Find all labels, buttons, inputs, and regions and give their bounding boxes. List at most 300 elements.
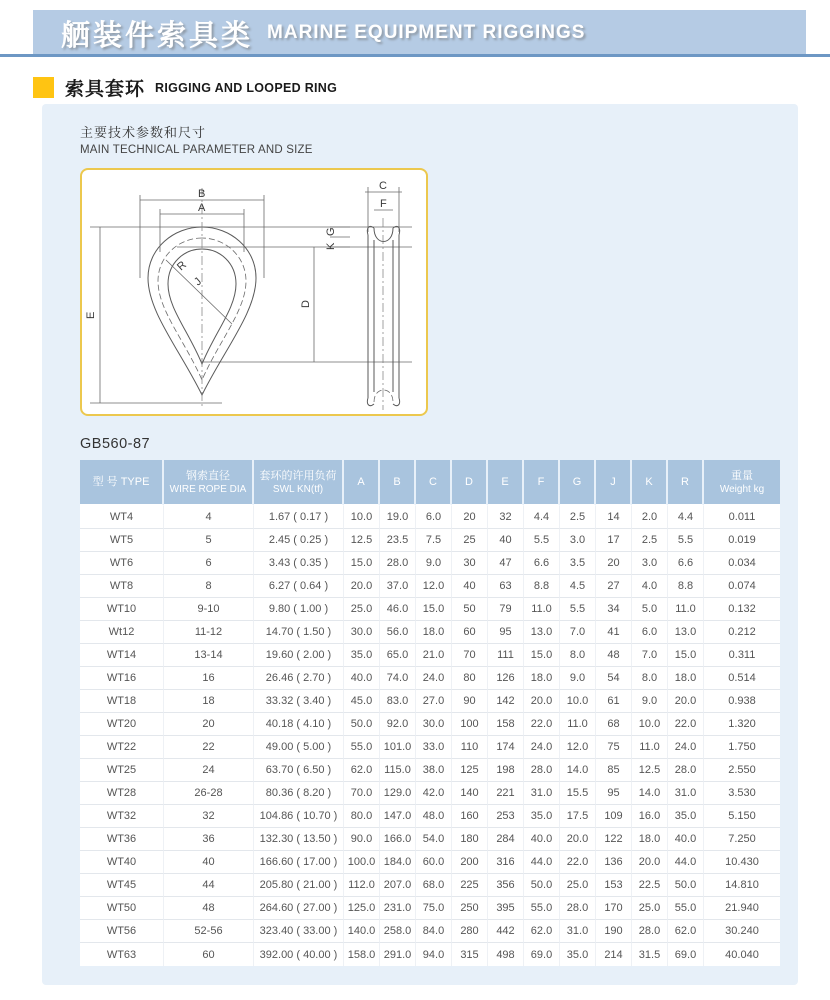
- table-cell: WT50: [80, 897, 164, 920]
- table-cell: 18.0: [416, 621, 452, 644]
- table-cell: 6.0: [632, 621, 668, 644]
- column-header: C: [416, 460, 452, 506]
- table-cell: 21.940: [704, 897, 780, 920]
- table-cell: 6.27 ( 0.64 ): [254, 575, 344, 598]
- table-cell: WT10: [80, 598, 164, 621]
- table-cell: 80.36 ( 8.20 ): [254, 782, 344, 805]
- table-cell: 18.0: [632, 828, 668, 851]
- table-cell: 100.0: [344, 851, 380, 874]
- table-cell: 54: [596, 667, 632, 690]
- table-cell: 28.0: [380, 552, 416, 575]
- table-cell: 0.938: [704, 690, 780, 713]
- table-cell: 42.0: [416, 782, 452, 805]
- table-row: [80, 782, 780, 805]
- table-cell: 40.0: [524, 828, 560, 851]
- column-header: B: [380, 460, 416, 506]
- table-cell: 280: [452, 920, 488, 943]
- table-cell: 0.311: [704, 644, 780, 667]
- table-cell: 56.0: [380, 621, 416, 644]
- table-cell: 11.0: [560, 713, 596, 736]
- table-cell: 20: [596, 552, 632, 575]
- table-cell: 85: [596, 759, 632, 782]
- table-cell: 14.0: [632, 782, 668, 805]
- table-cell: 20.0: [560, 828, 596, 851]
- table-cell: 18.0: [524, 667, 560, 690]
- table-cell: 3.43 ( 0.35 ): [254, 552, 344, 575]
- column-header: K: [632, 460, 668, 506]
- table-cell: 112.0: [344, 874, 380, 897]
- table-cell: 55.0: [524, 897, 560, 920]
- column-header: A: [344, 460, 380, 506]
- table-cell: 54.0: [416, 828, 452, 851]
- table-cell: 34: [596, 598, 632, 621]
- table-cell: 395: [488, 897, 524, 920]
- table-cell: 46.0: [380, 598, 416, 621]
- table-cell: 55.0: [668, 897, 704, 920]
- table-cell: 253: [488, 805, 524, 828]
- table-cell: 14: [596, 506, 632, 529]
- table-cell: 24.0: [524, 736, 560, 759]
- table-cell: 44.0: [524, 851, 560, 874]
- table-cell: 291.0: [380, 943, 416, 966]
- table-cell: WT36: [80, 828, 164, 851]
- table-cell: 5: [164, 529, 254, 552]
- table-cell: 2.5: [560, 506, 596, 529]
- table-cell: 20: [164, 713, 254, 736]
- table-cell: 62.0: [668, 920, 704, 943]
- spec-table: [80, 460, 780, 966]
- table-cell: 160: [452, 805, 488, 828]
- table-cell: 104.86 ( 10.70 ): [254, 805, 344, 828]
- table-cell: 5.5: [524, 529, 560, 552]
- table-cell: 6.6: [524, 552, 560, 575]
- table-row: [80, 575, 780, 598]
- table-cell: 10.0: [344, 506, 380, 529]
- table-cell: WT56: [80, 920, 164, 943]
- table-cell: 90.0: [344, 828, 380, 851]
- table-cell: 13-14: [164, 644, 254, 667]
- table-cell: 40.040: [704, 943, 780, 966]
- table-cell: WT45: [80, 874, 164, 897]
- table-row: [80, 644, 780, 667]
- column-header: 套环的许用负荷 SWL KN(tf): [254, 460, 344, 506]
- table-cell: 115.0: [380, 759, 416, 782]
- table-cell: 41: [596, 621, 632, 644]
- table-cell: 48.0: [416, 805, 452, 828]
- table-cell: 9.0: [416, 552, 452, 575]
- table-cell: 184.0: [380, 851, 416, 874]
- table-cell: 4.5: [560, 575, 596, 598]
- column-header: 钢索直径 WIRE ROPE DIA: [164, 460, 254, 506]
- table-cell: 0.034: [704, 552, 780, 575]
- table-cell: 0.212: [704, 621, 780, 644]
- table-row: [80, 621, 780, 644]
- table-cell: WT16: [80, 667, 164, 690]
- table-cell: 392.00 ( 40.00 ): [254, 943, 344, 966]
- table-cell: 147.0: [380, 805, 416, 828]
- table-cell: 15.0: [416, 598, 452, 621]
- table-cell: 26-28: [164, 782, 254, 805]
- dim-label-B: B: [198, 188, 206, 200]
- table-row: [80, 552, 780, 575]
- table-cell: 7.250: [704, 828, 780, 851]
- table-cell: 158.0: [344, 943, 380, 966]
- table-cell: 111: [488, 644, 524, 667]
- table-cell: 2.5: [632, 529, 668, 552]
- table-cell: 19.60 ( 2.00 ): [254, 644, 344, 667]
- table-cell: 15.5: [560, 782, 596, 805]
- dim-label-R: R: [174, 258, 189, 274]
- table-cell: 30: [452, 552, 488, 575]
- table-cell: 11.0: [668, 598, 704, 621]
- table-cell: 14.70 ( 1.50 ): [254, 621, 344, 644]
- table-cell: 125: [452, 759, 488, 782]
- table-cell: 40.0: [344, 667, 380, 690]
- table-cell: 80: [452, 667, 488, 690]
- table-cell: 40: [488, 529, 524, 552]
- table-cell: 95: [488, 621, 524, 644]
- table-cell: 4: [164, 506, 254, 529]
- table-row: [80, 529, 780, 552]
- table-cell: 2.550: [704, 759, 780, 782]
- table-cell: 3.530: [704, 782, 780, 805]
- table-cell: 28.0: [524, 759, 560, 782]
- table-cell: 13.0: [668, 621, 704, 644]
- dim-label-D: D: [300, 300, 312, 308]
- table-cell: 12.5: [632, 759, 668, 782]
- table-cell: 7.5: [416, 529, 452, 552]
- table-header-row: [80, 460, 780, 506]
- table-cell: 25.0: [560, 874, 596, 897]
- table-cell: 74.0: [380, 667, 416, 690]
- table-cell: 200: [452, 851, 488, 874]
- table-cell: 22.0: [668, 713, 704, 736]
- table-cell: 356: [488, 874, 524, 897]
- table-cell: 15.0: [668, 644, 704, 667]
- table-cell: 75.0: [416, 897, 452, 920]
- table-row: [80, 943, 780, 966]
- table-cell: 35.0: [524, 805, 560, 828]
- table-cell: 36: [164, 828, 254, 851]
- table-cell: 15.0: [344, 552, 380, 575]
- table-cell: 132.30 ( 13.50 ): [254, 828, 344, 851]
- table-cell: 26.46 ( 2.70 ): [254, 667, 344, 690]
- table-cell: 61: [596, 690, 632, 713]
- table-cell: 68.0: [416, 874, 452, 897]
- table-cell: WT20: [80, 713, 164, 736]
- section-title-zh: 索具套环: [65, 79, 146, 100]
- table-cell: 24.0: [416, 667, 452, 690]
- table-cell: 35.0: [560, 943, 596, 966]
- table-cell: 8.8: [668, 575, 704, 598]
- table-row: [80, 805, 780, 828]
- table-cell: 6.6: [668, 552, 704, 575]
- table-cell: 44.0: [668, 851, 704, 874]
- table-cell: 315: [452, 943, 488, 966]
- table-cell: 95: [596, 782, 632, 805]
- table-cell: 38.0: [416, 759, 452, 782]
- table-cell: 8.8: [524, 575, 560, 598]
- table-cell: 19.0: [380, 506, 416, 529]
- table-cell: 231.0: [380, 897, 416, 920]
- table-cell: 125.0: [344, 897, 380, 920]
- column-header: G: [560, 460, 596, 506]
- table-cell: 18: [164, 690, 254, 713]
- column-header: D: [452, 460, 488, 506]
- table-cell: WT25: [80, 759, 164, 782]
- table-cell: 48: [596, 644, 632, 667]
- table-cell: 68: [596, 713, 632, 736]
- table-cell: 101.0: [380, 736, 416, 759]
- table-cell: WT8: [80, 575, 164, 598]
- table-cell: 35.0: [344, 644, 380, 667]
- technical-drawing: [80, 168, 428, 416]
- table-cell: 142: [488, 690, 524, 713]
- table-cell: 6.0: [416, 506, 452, 529]
- table-cell: WT28: [80, 782, 164, 805]
- table-row: [80, 851, 780, 874]
- table-cell: 84.0: [416, 920, 452, 943]
- table-cell: 10.430: [704, 851, 780, 874]
- table-cell: 0.011: [704, 506, 780, 529]
- table-cell: 140.0: [344, 920, 380, 943]
- page-banner: [33, 10, 806, 56]
- table-cell: 52-56: [164, 920, 254, 943]
- table-cell: 140: [452, 782, 488, 805]
- table-cell: 75: [596, 736, 632, 759]
- table-cell: 2.45 ( 0.25 ): [254, 529, 344, 552]
- table-cell: 83.0: [380, 690, 416, 713]
- section-heading: [33, 74, 337, 101]
- table-cell: 25.0: [632, 897, 668, 920]
- table-cell: 3.0: [560, 529, 596, 552]
- column-header: E: [488, 460, 524, 506]
- table-cell: 90: [452, 690, 488, 713]
- table-cell: 0.514: [704, 667, 780, 690]
- table-cell: 40.18 ( 4.10 ): [254, 713, 344, 736]
- table-cell: 110: [452, 736, 488, 759]
- table-cell: WT18: [80, 690, 164, 713]
- table-cell: 0.019: [704, 529, 780, 552]
- table-cell: 6: [164, 552, 254, 575]
- table-cell: 33.32 ( 3.40 ): [254, 690, 344, 713]
- table-cell: WT22: [80, 736, 164, 759]
- table-cell: 17: [596, 529, 632, 552]
- table-cell: 37.0: [380, 575, 416, 598]
- dim-label-E: E: [85, 311, 97, 319]
- table-cell: WT14: [80, 644, 164, 667]
- table-cell: 20.0: [344, 575, 380, 598]
- table-cell: 9.0: [560, 667, 596, 690]
- table-cell: 316: [488, 851, 524, 874]
- table-row: [80, 759, 780, 782]
- table-cell: 12.0: [416, 575, 452, 598]
- dim-label-F: F: [380, 198, 387, 210]
- table-cell: 20.0: [524, 690, 560, 713]
- table-cell: 1.750: [704, 736, 780, 759]
- table-cell: 5.5: [668, 529, 704, 552]
- table-cell: 1.67 ( 0.17 ): [254, 506, 344, 529]
- table-cell: 20: [452, 506, 488, 529]
- table-cell: 3.0: [632, 552, 668, 575]
- table-cell: 11.0: [632, 736, 668, 759]
- table-cell: 62.0: [344, 759, 380, 782]
- table-cell: 9.0: [632, 690, 668, 713]
- dim-label-A: A: [198, 202, 206, 214]
- table-cell: 258.0: [380, 920, 416, 943]
- table-cell: 5.0: [632, 598, 668, 621]
- table-cell: 205.80 ( 21.00 ): [254, 874, 344, 897]
- table-cell: 16: [164, 667, 254, 690]
- table-cell: 20.0: [668, 690, 704, 713]
- table-cell: 100: [452, 713, 488, 736]
- table-cell: 136: [596, 851, 632, 874]
- table-cell: 30.0: [416, 713, 452, 736]
- table-cell: 80.0: [344, 805, 380, 828]
- table-cell: 153: [596, 874, 632, 897]
- table-cell: 22.5: [632, 874, 668, 897]
- table-cell: 50.0: [668, 874, 704, 897]
- table-row: [80, 667, 780, 690]
- table-cell: 198: [488, 759, 524, 782]
- column-header: F: [524, 460, 560, 506]
- table-cell: 11.0: [524, 598, 560, 621]
- table-cell: 8: [164, 575, 254, 598]
- table-cell: 4.0: [632, 575, 668, 598]
- table-cell: 60: [452, 621, 488, 644]
- table-cell: 2.0: [632, 506, 668, 529]
- table-cell: 323.40 ( 33.00 ): [254, 920, 344, 943]
- table-cell: 264.60 ( 27.00 ): [254, 897, 344, 920]
- table-cell: 92.0: [380, 713, 416, 736]
- table-row: [80, 828, 780, 851]
- content-panel: [42, 104, 798, 985]
- table-cell: 225: [452, 874, 488, 897]
- table-cell: 11-12: [164, 621, 254, 644]
- table-cell: 35.0: [668, 805, 704, 828]
- table-cell: 166.60 ( 17.00 ): [254, 851, 344, 874]
- parameters-title-en: MAIN TECHNICAL PARAMETER AND SIZE: [80, 144, 313, 156]
- yellow-bullet-icon: [33, 77, 54, 98]
- table-cell: 10.0: [632, 713, 668, 736]
- table-cell: 166.0: [380, 828, 416, 851]
- table-cell: 63.70 ( 6.50 ): [254, 759, 344, 782]
- parameters-title-zh: 主要技术参数和尺寸: [80, 125, 207, 140]
- table-cell: 94.0: [416, 943, 452, 966]
- table-cell: 31.0: [524, 782, 560, 805]
- table-cell: 4.4: [524, 506, 560, 529]
- table-cell: 12.0: [560, 736, 596, 759]
- table-row: [80, 598, 780, 621]
- table-cell: 24: [164, 759, 254, 782]
- table-cell: 250: [452, 897, 488, 920]
- table-cell: 27.0: [416, 690, 452, 713]
- table-cell: 109: [596, 805, 632, 828]
- table-cell: 49.00 ( 5.00 ): [254, 736, 344, 759]
- table-cell: WT32: [80, 805, 164, 828]
- table-cell: 14.810: [704, 874, 780, 897]
- table-cell: 22: [164, 736, 254, 759]
- table-cell: 12.5: [344, 529, 380, 552]
- table-cell: 8.0: [632, 667, 668, 690]
- dim-label-C: C: [379, 180, 387, 192]
- table-cell: 8.0: [560, 644, 596, 667]
- table-cell: 60.0: [416, 851, 452, 874]
- table-cell: 30.0: [344, 621, 380, 644]
- column-header: 型 号 TYPE: [80, 460, 164, 506]
- table-cell: 170: [596, 897, 632, 920]
- table-cell: 214: [596, 943, 632, 966]
- table-cell: 31.0: [668, 782, 704, 805]
- table-cell: 18.0: [668, 667, 704, 690]
- table-cell: 25.0: [344, 598, 380, 621]
- table-cell: 129.0: [380, 782, 416, 805]
- table-cell: 21.0: [416, 644, 452, 667]
- table-cell: 50.0: [524, 874, 560, 897]
- table-cell: 23.5: [380, 529, 416, 552]
- table-cell: 4.4: [668, 506, 704, 529]
- table-cell: 32: [164, 805, 254, 828]
- banner-title-en: MARINE EQUIPMENT RIGGINGS: [267, 22, 586, 43]
- dim-label-K: K: [325, 242, 337, 250]
- dim-label-J: J: [191, 275, 205, 289]
- table-cell: 65.0: [380, 644, 416, 667]
- table-cell: 14.0: [560, 759, 596, 782]
- table-cell: 190: [596, 920, 632, 943]
- table-cell: 221: [488, 782, 524, 805]
- table-cell: 3.5: [560, 552, 596, 575]
- table-cell: 28.0: [632, 920, 668, 943]
- table-cell: WT5: [80, 529, 164, 552]
- table-cell: 69.0: [668, 943, 704, 966]
- standard-number: GB560-87: [80, 436, 151, 452]
- table-cell: 63: [488, 575, 524, 598]
- table-cell: 22.0: [560, 851, 596, 874]
- table-cell: 50: [452, 598, 488, 621]
- table-cell: 16.0: [632, 805, 668, 828]
- table-cell: 48: [164, 897, 254, 920]
- table-cell: 7.0: [632, 644, 668, 667]
- table-cell: 442: [488, 920, 524, 943]
- table-cell: 20.0: [632, 851, 668, 874]
- table-cell: Wt12: [80, 621, 164, 644]
- table-cell: 122: [596, 828, 632, 851]
- table-cell: 5.150: [704, 805, 780, 828]
- banner-title-zh: 舾装件索具类: [61, 19, 254, 52]
- table-cell: 45.0: [344, 690, 380, 713]
- table-cell: 28.0: [668, 759, 704, 782]
- table-cell: 284: [488, 828, 524, 851]
- table-cell: 25: [452, 529, 488, 552]
- table-cell: 47: [488, 552, 524, 575]
- table-cell: 17.5: [560, 805, 596, 828]
- table-cell: 207.0: [380, 874, 416, 897]
- table-row: [80, 874, 780, 897]
- table-cell: 79: [488, 598, 524, 621]
- column-header: 重量 Weight kg: [704, 460, 780, 506]
- table-cell: 28.0: [560, 897, 596, 920]
- table-row: [80, 736, 780, 759]
- table-cell: 40: [452, 575, 488, 598]
- table-cell: 44: [164, 874, 254, 897]
- table-row: [80, 690, 780, 713]
- table-cell: 31.5: [632, 943, 668, 966]
- section-title-en: RIGGING AND LOOPED RING: [155, 80, 338, 95]
- table-cell: 0.074: [704, 575, 780, 598]
- dim-label-G: G: [325, 227, 337, 236]
- table-cell: 62.0: [524, 920, 560, 943]
- table-cell: 69.0: [524, 943, 560, 966]
